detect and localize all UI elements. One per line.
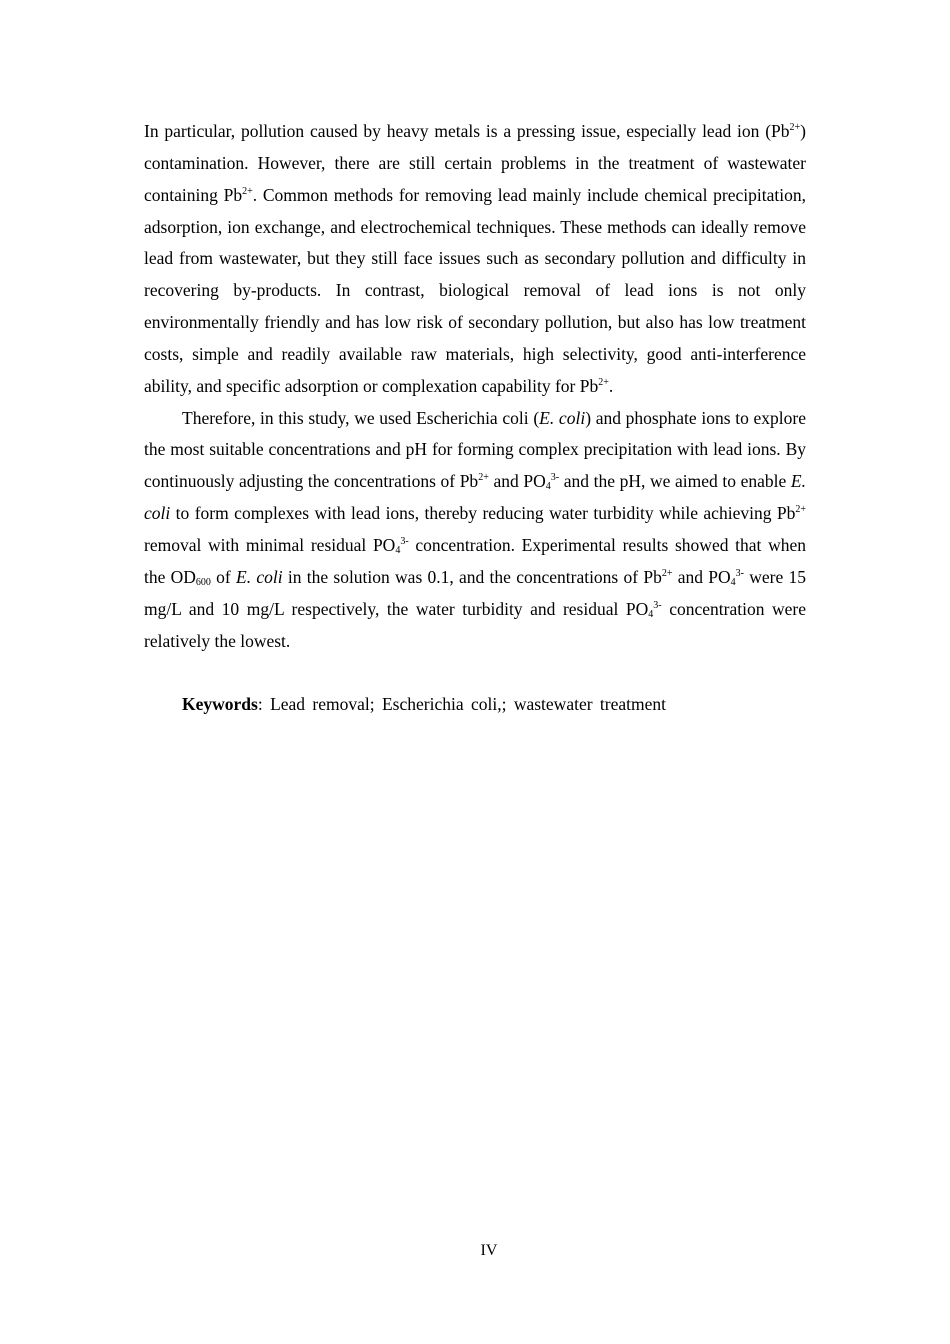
text-run: and PO [488, 471, 546, 492]
text-run: to form complexes with lead ions, thereby reducing water turbidity while achieving Pb [170, 503, 796, 524]
superscript: 2+ [242, 185, 253, 197]
page-number: IV [480, 1242, 498, 1259]
keywords-label: Keywords [182, 694, 258, 715]
abstract-paragraph-1 [144, 116, 806, 403]
text-run: . [608, 375, 614, 396]
superscript: 2+ [598, 376, 609, 388]
text-run: . Common methods for removing lead mainly include chemical precipitation, adsorption, ion exchange, and electrochemical techniques. These methods can ideally remove lead from wastewater, but they still face issues such as secondary pollution and difficulty in recovering by-products. In contrast, biological removal of lead ions is not only environmentally friendly and has low risk of secondary pollution, but also has low treatment costs, simple and readily available raw materials, high selectivity, good anti-interference ability, and specific adsorption or complexation capability for Pb [144, 184, 806, 396]
keywords-text: : Lead removal; Escherichia coli,; wastewater treatment [257, 694, 666, 715]
species-name: E. coli [144, 471, 806, 524]
superscript: 3- [400, 535, 409, 547]
superscript: 3- [550, 472, 560, 484]
text-run: of [210, 566, 237, 587]
text-run: Therefore, in this study, we used Escherichia coli ( [182, 407, 540, 428]
species-name: E. coli [236, 566, 283, 587]
subscript: 4 [730, 576, 736, 588]
text-run: and PO [672, 566, 731, 587]
subscript: 4 [395, 544, 401, 556]
superscript: 2+ [789, 122, 801, 133]
text-run: ) and phosphate ions to explore the most suitable concentrations and pH for forming complex precipitation with lead ions. By continuously adjusting the concentrations of Pb [144, 407, 806, 492]
text-run: in the solution was 0.1, and the concentrations of Pb [282, 566, 662, 587]
text-run: concentration. Experimental results showed that when the OD [144, 534, 806, 587]
subscript: 4 [545, 481, 551, 493]
keywords-line [144, 689, 806, 721]
text-run: and the pH, we aimed to enable [559, 471, 791, 492]
subscript: 600 [195, 576, 211, 588]
superscript: 2+ [661, 567, 673, 579]
text-run: were 15 mg/L and 10 mg/L respectively, the water turbidity and residual PO [144, 566, 807, 619]
abstract-body [144, 116, 806, 721]
text-run: ) contamination. However, there are still certain problems in the treatment of wastewater containing Pb [144, 121, 806, 205]
subscript: 4 [648, 608, 654, 620]
superscript: 3- [653, 599, 662, 611]
species-name: E. coli [539, 407, 586, 428]
superscript: 3- [735, 567, 744, 579]
text-run: In particular, pollution caused by heavy metals is a pressing issue, especially lead ion (Pb [144, 121, 790, 141]
text-run: concentration were relatively the lowest. [144, 598, 807, 651]
abstract-paragraph-2 [144, 403, 806, 658]
superscript: 2+ [478, 472, 489, 484]
text-run: removal with minimal residual PO [144, 534, 396, 555]
superscript: 2+ [795, 504, 806, 516]
